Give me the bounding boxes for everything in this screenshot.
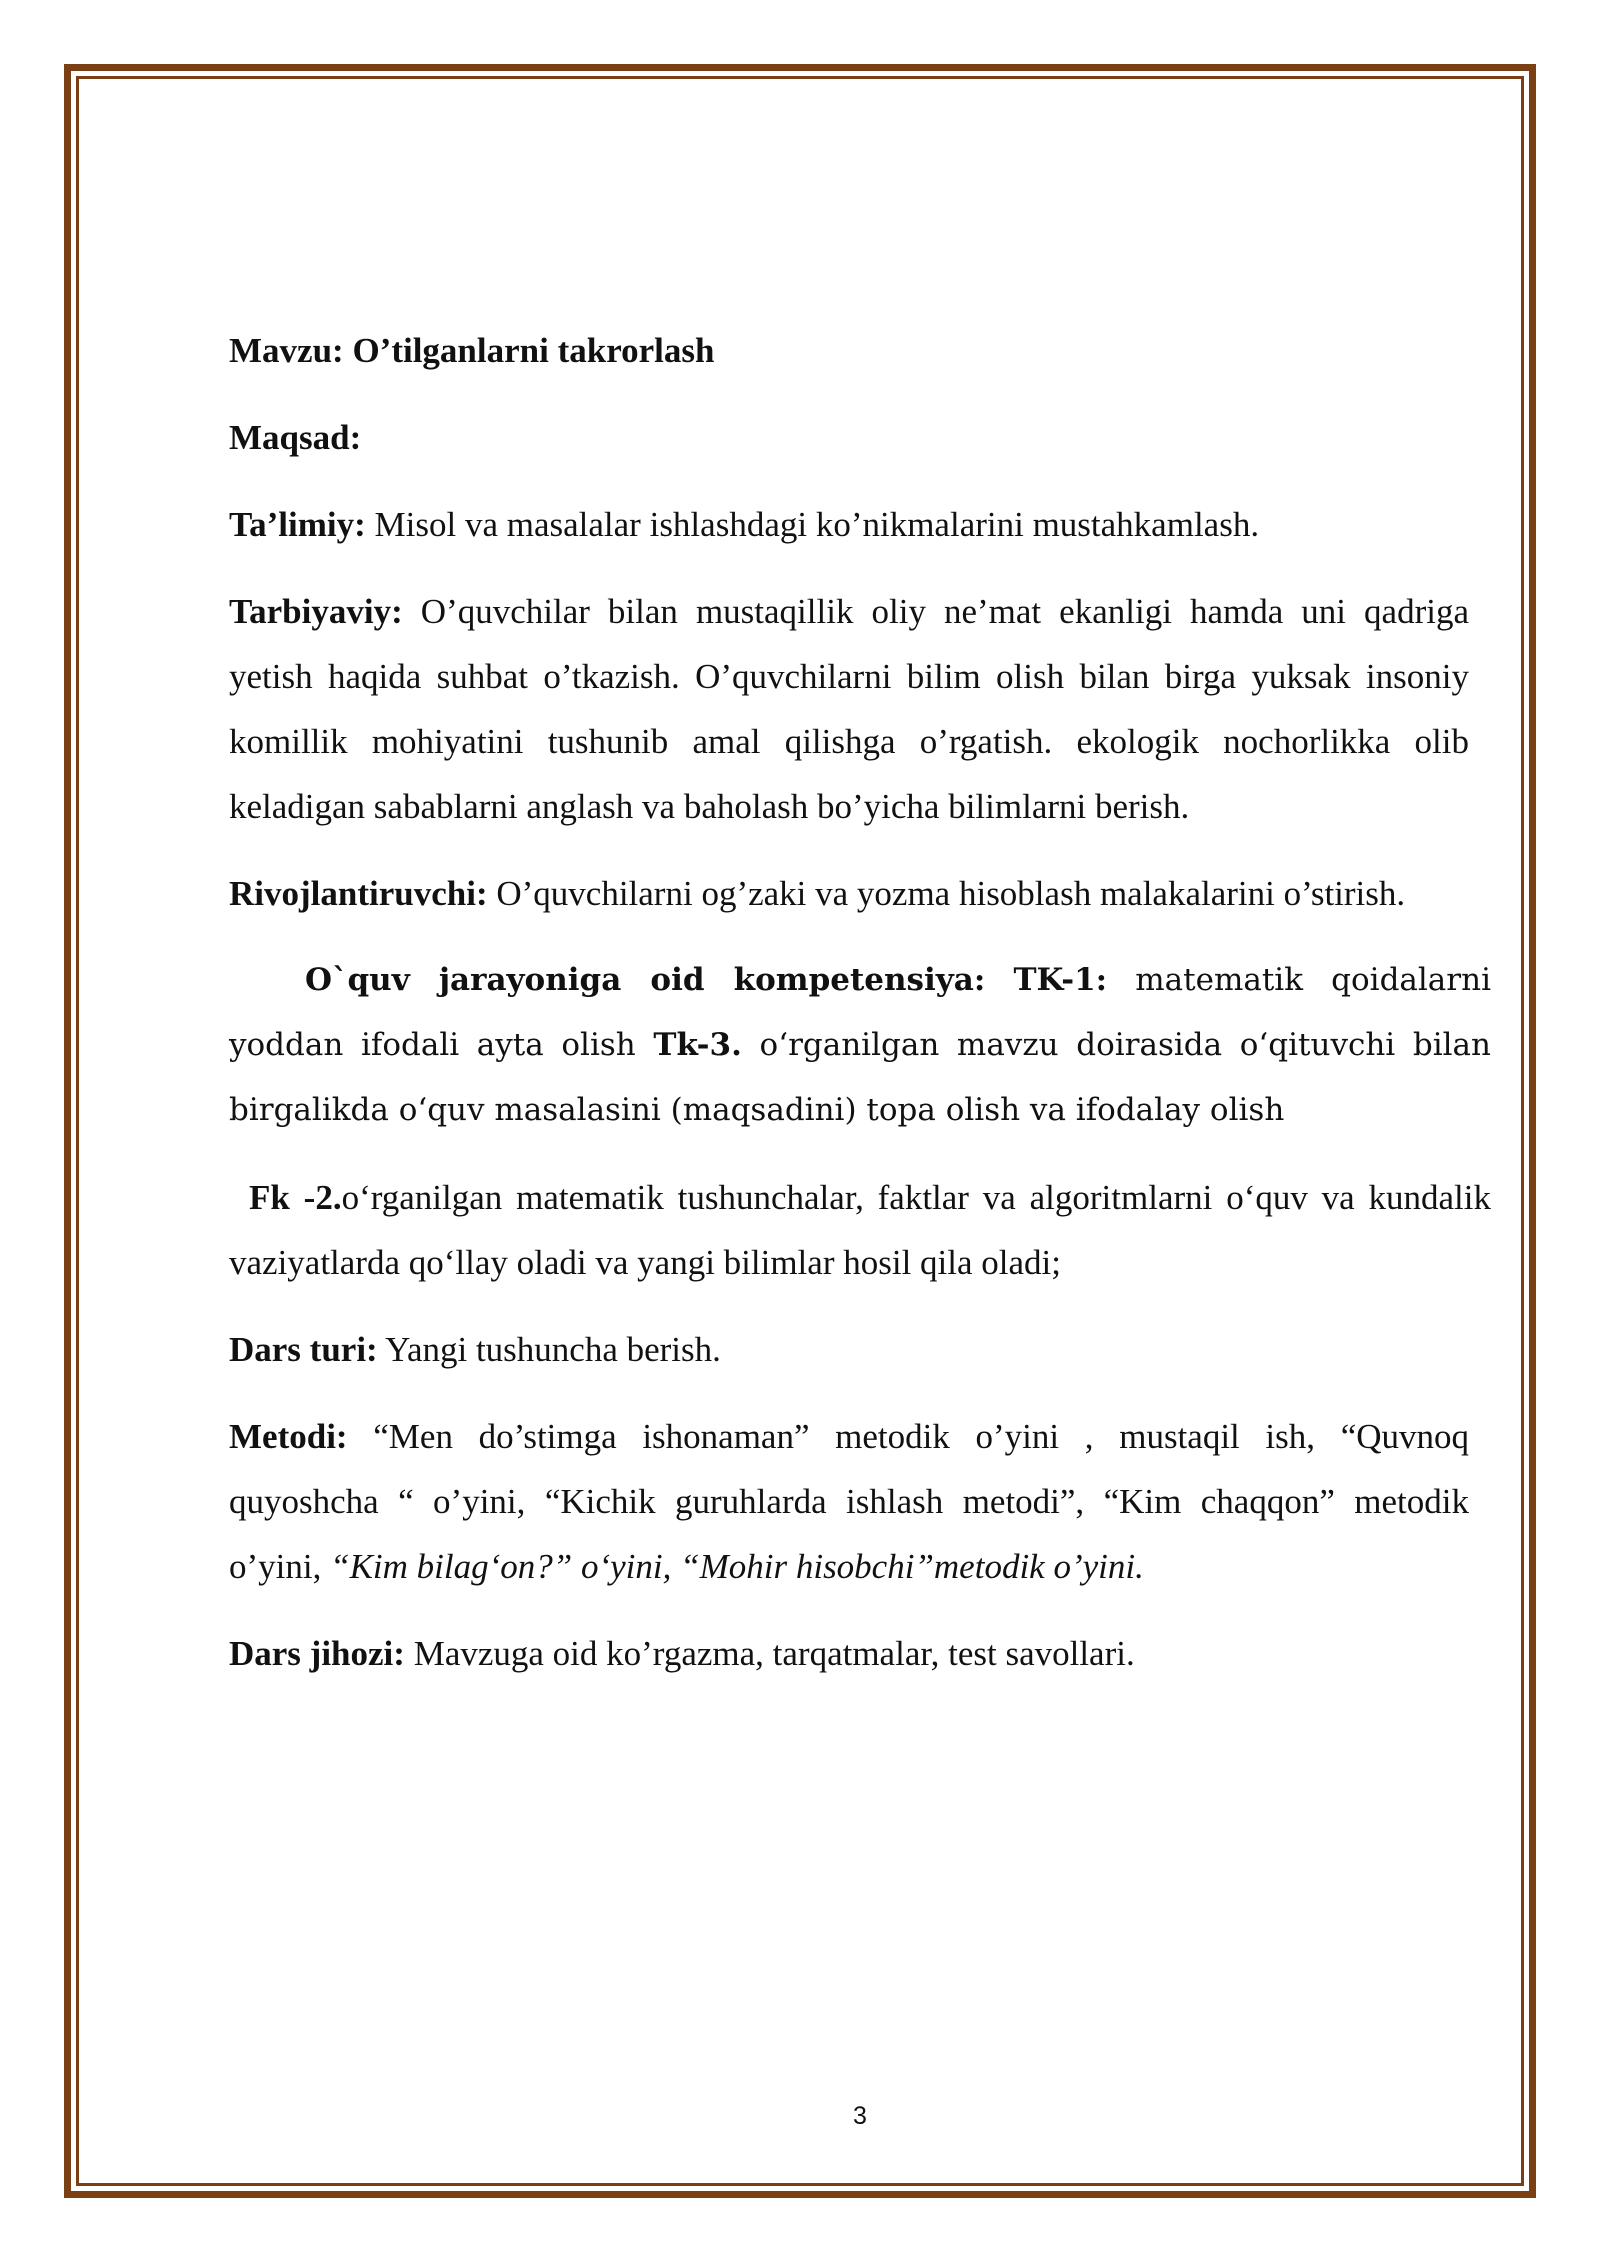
developmental-goal — [229, 861, 1469, 926]
topic-text: O’tilganlarni takrorlash — [352, 331, 715, 370]
methods-label: Metodi: — [229, 1417, 348, 1456]
upbringing-goal-text: O’quvchilar bilan mustaqillik oliy ne’mat ekanligi hamda uni qadriga yetish haqida suhbat o’tkazish. O’quvchilarni bilim olish bilan birga yuksak insoniy komillik mohiyatini tushunib amal qilishga o’rgatish. ekologik nochorlikka olib keladigan sabablarni anglash va baholash bo’yicha bilimlarni berish. — [229, 592, 1470, 826]
fk2-paragraph — [229, 1165, 1491, 1295]
methods-text: “Men do’stimga ishonaman” metodik o’yini , mustaqil ish, “Quvnoq quyoshcha “ o’yini, “Kichik guruhlarda ishlash metodi”, “Kim chaqqon” metodik o’yini, — [229, 1417, 1470, 1586]
tk1-label: TK-1: — [1013, 962, 1108, 998]
document-body — [229, 318, 1492, 1708]
topic-line — [229, 318, 1469, 383]
topic-label: Mavzu: — [229, 331, 344, 370]
goal-heading — [229, 405, 1469, 470]
tk1-text: matematik qoidalarni yoddan ifodali ayta olish — [229, 962, 1491, 1063]
goal-label: Maqsad: — [229, 418, 362, 457]
upbringing-goal — [229, 579, 1469, 839]
competency-label: O`quv jarayoniga oid kompetensiya: — [305, 962, 986, 998]
competency-paragraph — [229, 948, 1491, 1143]
developmental-goal-label: Rivojlantiruvchi: — [229, 874, 488, 913]
educational-goal-text: Misol va masalalar ishlashdagi ko’nikmalarini mustahkamlash. — [374, 505, 1260, 544]
lesson-equipment-label: Dars jihozi: — [229, 1634, 405, 1673]
lesson-equipment — [229, 1621, 1469, 1686]
educational-goal-label: Ta’limiy: — [229, 505, 366, 544]
lesson-type — [229, 1317, 1469, 1382]
lesson-type-text: Yangi tushuncha berish. — [385, 1330, 721, 1369]
developmental-goal-text: O’quvchilarni og’zaki va yozma hisoblash malakalarini o’stirish. — [496, 874, 1406, 913]
methods-paragraph — [229, 1404, 1469, 1599]
lesson-type-label: Dars turi: — [229, 1330, 378, 1369]
fk2-text: o‘rganilgan matematik tushunchalar, faktlar va algoritmlarni o‘quv va kundalik vaziyatlarda qo‘llay oladi va yangi bilimlar hosil qila oladi; — [229, 1178, 1492, 1282]
upbringing-goal-label: Tarbiyaviy: — [229, 592, 403, 631]
fk2-label: Fk -2. — [249, 1178, 342, 1217]
tk3-text: o‘rganilgan mavzu doirasida o‘qituvchi bilan birgalikda o‘quv masalasini (maqsadini) topa olish va ifodalay olish — [229, 1027, 1491, 1128]
tk3-label: Tk-3. — [653, 1027, 742, 1063]
page-number: 3 — [853, 2102, 867, 2130]
educational-goal — [229, 492, 1469, 557]
lesson-equipment-text: Mavzuga oid ko’rgazma, tarqatmalar, test savollari. — [413, 1634, 1135, 1673]
methods-italic-text: “Kim bilag‘on?” o‘yini, “Mohir hisobchi”metodik o’yini. — [330, 1547, 1144, 1586]
